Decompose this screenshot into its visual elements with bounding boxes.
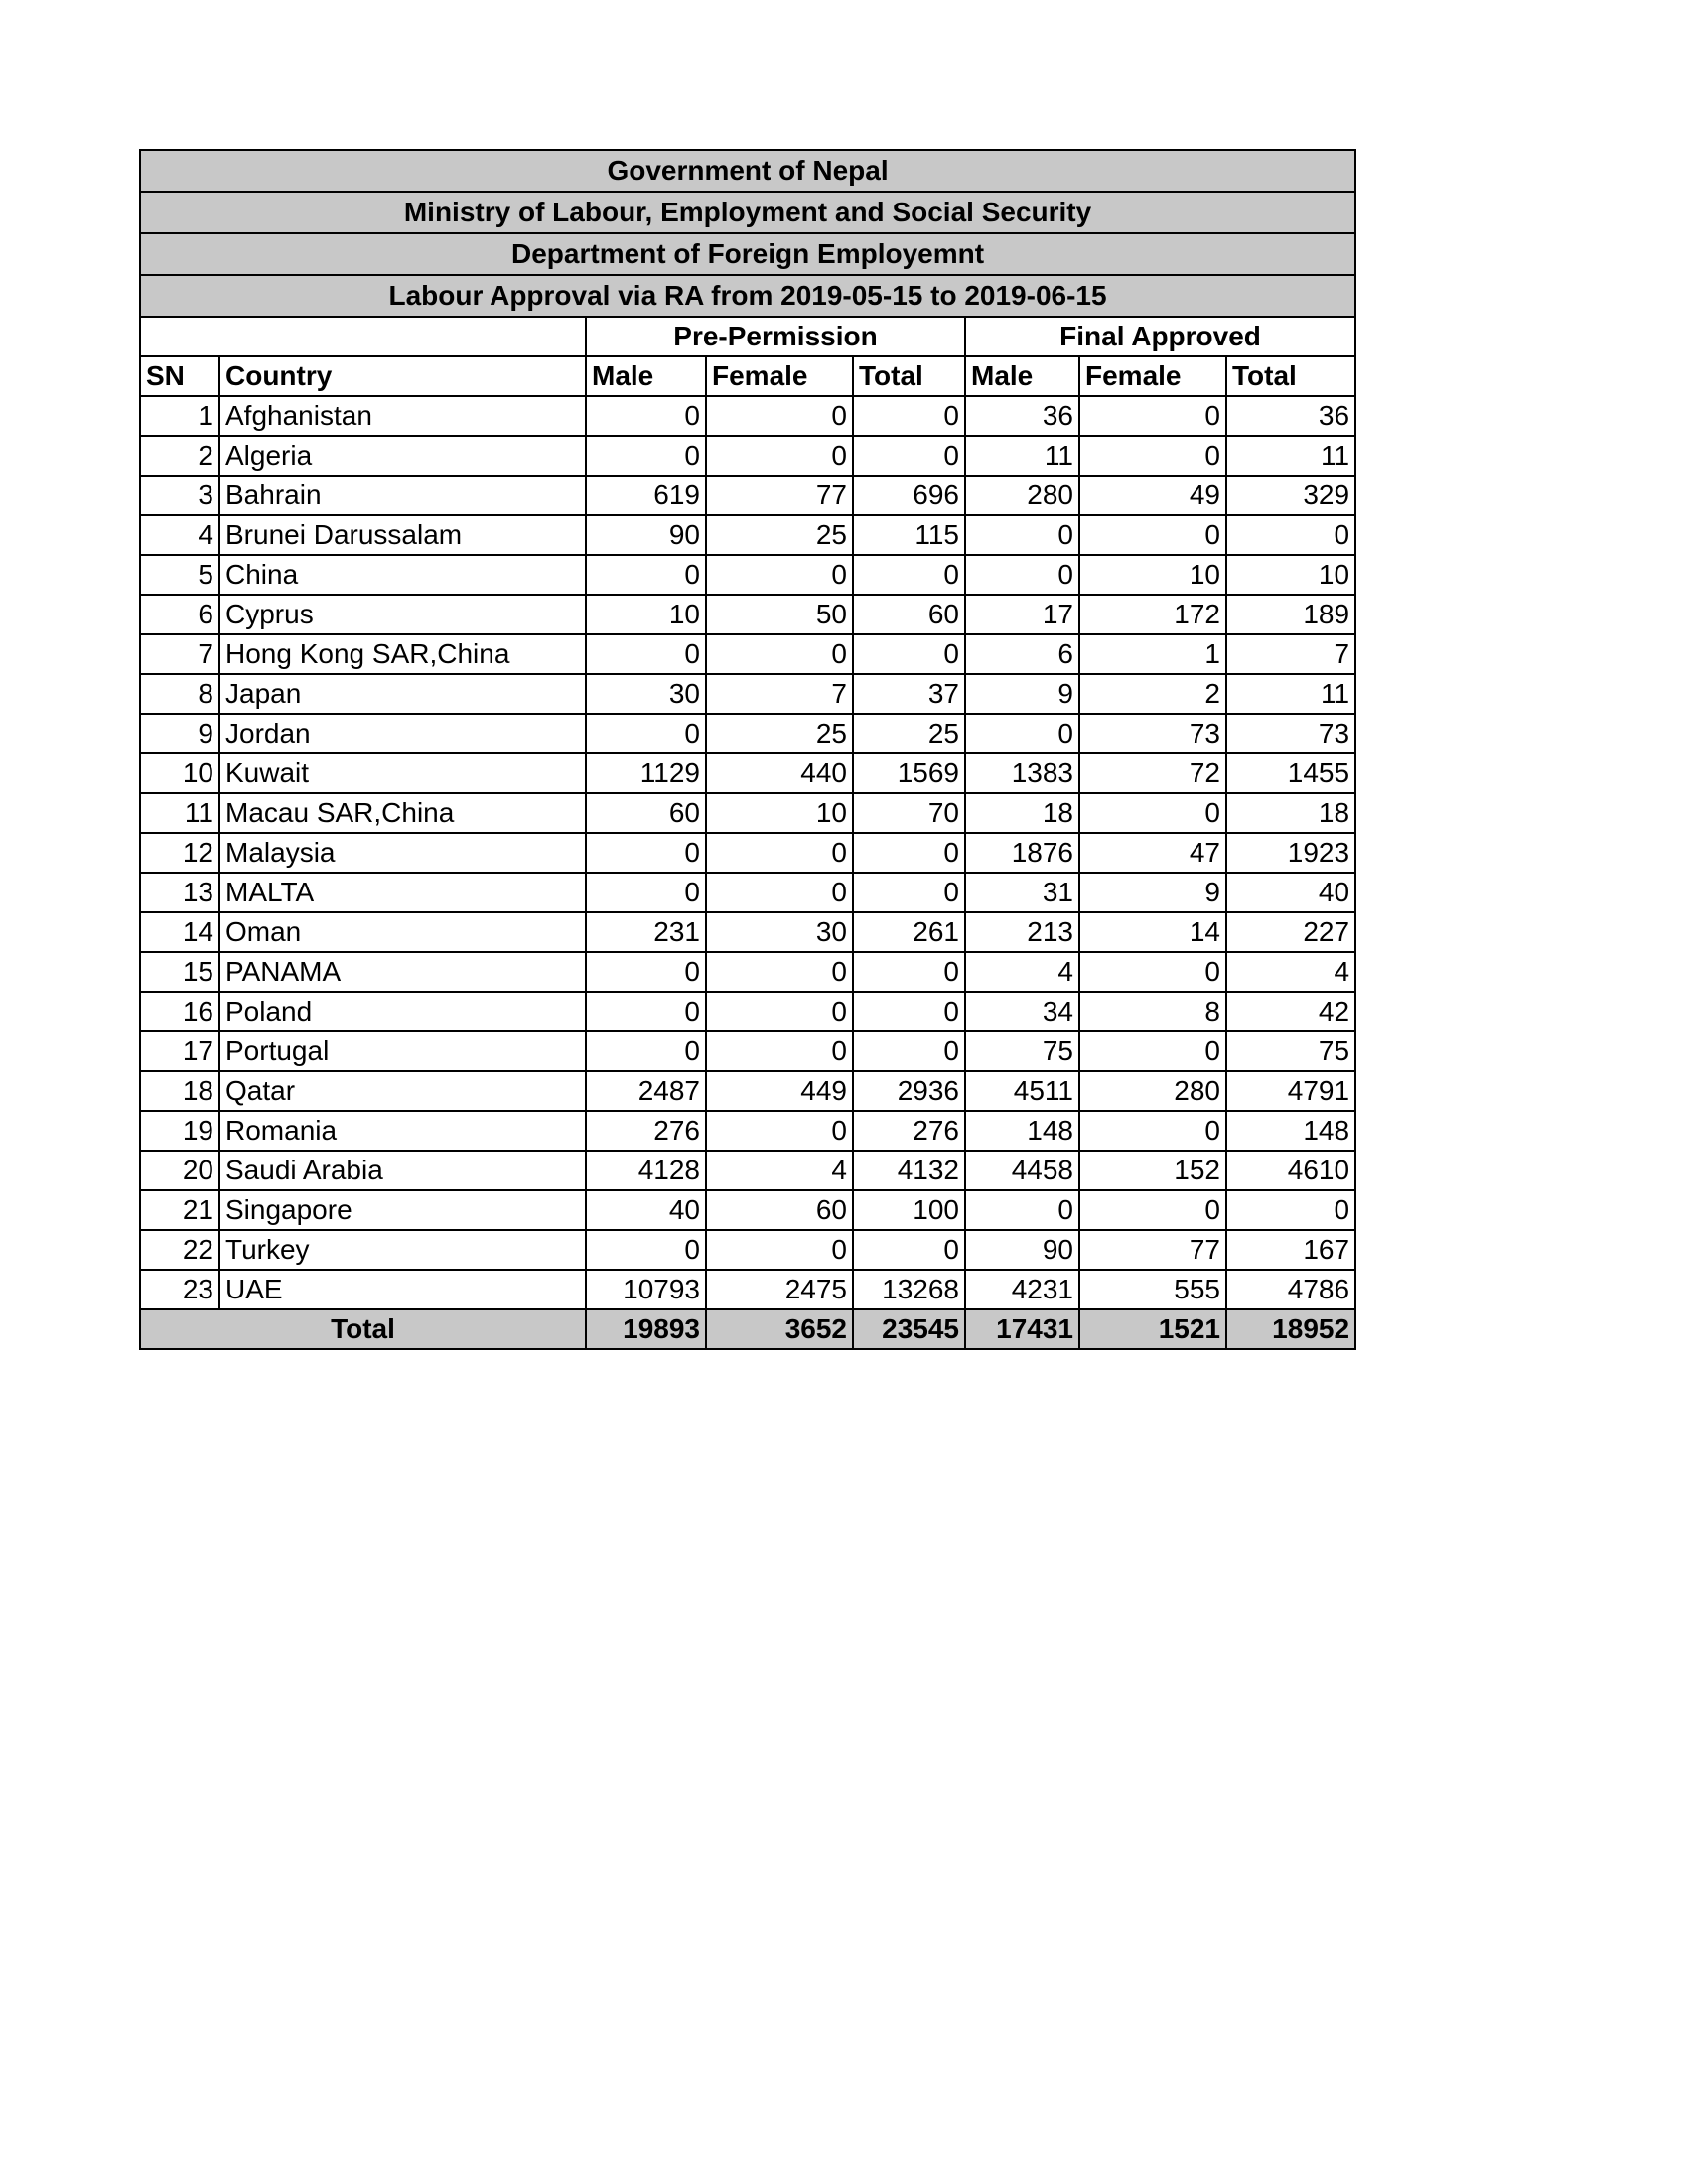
cell-pp-female: 0 <box>706 873 853 912</box>
cell-fa-total: 18 <box>1226 793 1355 833</box>
cell-country: Qatar <box>219 1071 586 1111</box>
cell-pp-female: 4 <box>706 1151 853 1190</box>
cell-fa-total: 73 <box>1226 714 1355 753</box>
cell-country: Romania <box>219 1111 586 1151</box>
title-row <box>140 192 1355 233</box>
cell-fa-total: 148 <box>1226 1111 1355 1151</box>
cell-pp-female: 0 <box>706 396 853 436</box>
cell-pp-total: 276 <box>853 1111 965 1151</box>
table-row <box>140 1111 1355 1151</box>
cell-fa-total: 42 <box>1226 992 1355 1031</box>
table-row <box>140 952 1355 992</box>
cell-fa-total: 1923 <box>1226 833 1355 873</box>
table-row <box>140 1151 1355 1190</box>
table-row <box>140 912 1355 952</box>
table-row <box>140 396 1355 436</box>
cell-pp-male: 40 <box>586 1190 706 1230</box>
column-header-fa-female: Female <box>1079 356 1226 396</box>
cell-pp-female: 25 <box>706 515 853 555</box>
cell-fa-female: 0 <box>1079 436 1226 476</box>
cell-fa-female: 1 <box>1079 634 1226 674</box>
cell-pp-total: 115 <box>853 515 965 555</box>
cell-fa-total: 1455 <box>1226 753 1355 793</box>
cell-pp-female: 0 <box>706 555 853 595</box>
cell-pp-female: 0 <box>706 992 853 1031</box>
cell-fa-total: 4786 <box>1226 1270 1355 1309</box>
cell-fa-male: 1383 <box>965 753 1079 793</box>
total-pp-total: 23545 <box>853 1309 965 1349</box>
group-header-final-approved: Final Approved <box>965 317 1355 356</box>
title-row <box>140 275 1355 317</box>
cell-sn: 22 <box>140 1230 219 1270</box>
table-row <box>140 1071 1355 1111</box>
cell-country: Malaysia <box>219 833 586 873</box>
cell-sn: 9 <box>140 714 219 753</box>
cell-fa-total: 10 <box>1226 555 1355 595</box>
cell-fa-male: 213 <box>965 912 1079 952</box>
cell-fa-total: 75 <box>1226 1031 1355 1071</box>
cell-pp-total: 0 <box>853 992 965 1031</box>
table-row <box>140 595 1355 634</box>
cell-pp-total: 25 <box>853 714 965 753</box>
cell-fa-female: 47 <box>1079 833 1226 873</box>
table-row <box>140 1031 1355 1071</box>
cell-fa-total: 40 <box>1226 873 1355 912</box>
cell-pp-total: 261 <box>853 912 965 952</box>
table-row <box>140 753 1355 793</box>
cell-country: Macau SAR,China <box>219 793 586 833</box>
cell-pp-total: 0 <box>853 436 965 476</box>
cell-fa-male: 4231 <box>965 1270 1079 1309</box>
cell-pp-male: 4128 <box>586 1151 706 1190</box>
cell-fa-female: 72 <box>1079 753 1226 793</box>
cell-fa-total: 11 <box>1226 436 1355 476</box>
cell-pp-male: 0 <box>586 1031 706 1071</box>
column-header-fa-male: Male <box>965 356 1079 396</box>
cell-pp-male: 276 <box>586 1111 706 1151</box>
column-header-pp-female: Female <box>706 356 853 396</box>
cell-pp-total: 0 <box>853 873 965 912</box>
cell-pp-total: 0 <box>853 555 965 595</box>
cell-fa-male: 6 <box>965 634 1079 674</box>
title-ministry: Ministry of Labour, Employment and Social Security <box>140 192 1355 233</box>
table-row <box>140 436 1355 476</box>
cell-country: Algeria <box>219 436 586 476</box>
table-row <box>140 714 1355 753</box>
cell-country: PANAMA <box>219 952 586 992</box>
cell-sn: 17 <box>140 1031 219 1071</box>
cell-sn: 12 <box>140 833 219 873</box>
title-row <box>140 233 1355 275</box>
cell-country: Cyprus <box>219 595 586 634</box>
cell-pp-female: 0 <box>706 1111 853 1151</box>
cell-sn: 5 <box>140 555 219 595</box>
cell-pp-female: 0 <box>706 436 853 476</box>
cell-pp-male: 0 <box>586 992 706 1031</box>
cell-fa-total: 4 <box>1226 952 1355 992</box>
cell-pp-female: 0 <box>706 833 853 873</box>
cell-fa-male: 17 <box>965 595 1079 634</box>
cell-fa-male: 0 <box>965 515 1079 555</box>
cell-pp-male: 0 <box>586 396 706 436</box>
labour-approval-table <box>139 149 1356 1350</box>
cell-pp-total: 70 <box>853 793 965 833</box>
cell-pp-total: 2936 <box>853 1071 965 1111</box>
cell-sn: 20 <box>140 1151 219 1190</box>
cell-sn: 21 <box>140 1190 219 1230</box>
column-header-fa-total: Total <box>1226 356 1355 396</box>
cell-pp-total: 100 <box>853 1190 965 1230</box>
table-row <box>140 674 1355 714</box>
group-header-row <box>140 317 1355 356</box>
total-row <box>140 1309 1355 1349</box>
cell-pp-male: 0 <box>586 873 706 912</box>
title-row <box>140 150 1355 192</box>
cell-pp-male: 0 <box>586 436 706 476</box>
table-row <box>140 634 1355 674</box>
cell-fa-female: 0 <box>1079 1190 1226 1230</box>
cell-fa-female: 152 <box>1079 1151 1226 1190</box>
cell-pp-male: 30 <box>586 674 706 714</box>
cell-pp-female: 7 <box>706 674 853 714</box>
cell-pp-female: 50 <box>706 595 853 634</box>
cell-pp-total: 0 <box>853 1230 965 1270</box>
cell-fa-male: 90 <box>965 1230 1079 1270</box>
total-label: Total <box>140 1309 586 1349</box>
title-department: Department of Foreign Employemnt <box>140 233 1355 275</box>
cell-pp-female: 0 <box>706 952 853 992</box>
cell-country: Kuwait <box>219 753 586 793</box>
cell-pp-total: 696 <box>853 476 965 515</box>
cell-fa-total: 4791 <box>1226 1071 1355 1111</box>
cell-pp-male: 10793 <box>586 1270 706 1309</box>
total-fa-total: 18952 <box>1226 1309 1355 1349</box>
cell-fa-female: 280 <box>1079 1071 1226 1111</box>
cell-fa-female: 10 <box>1079 555 1226 595</box>
cell-sn: 15 <box>140 952 219 992</box>
cell-fa-female: 0 <box>1079 1111 1226 1151</box>
table-row <box>140 833 1355 873</box>
total-pp-female: 3652 <box>706 1309 853 1349</box>
cell-country: MALTA <box>219 873 586 912</box>
cell-pp-female: 2475 <box>706 1270 853 1309</box>
column-header-pp-male: Male <box>586 356 706 396</box>
cell-fa-female: 2 <box>1079 674 1226 714</box>
table-row <box>140 873 1355 912</box>
cell-fa-male: 1876 <box>965 833 1079 873</box>
table-row <box>140 1270 1355 1309</box>
total-fa-male: 17431 <box>965 1309 1079 1349</box>
cell-fa-male: 0 <box>965 555 1079 595</box>
cell-country: Japan <box>219 674 586 714</box>
cell-sn: 14 <box>140 912 219 952</box>
cell-country: China <box>219 555 586 595</box>
table-row <box>140 555 1355 595</box>
cell-pp-male: 1129 <box>586 753 706 793</box>
cell-fa-female: 49 <box>1079 476 1226 515</box>
cell-sn: 1 <box>140 396 219 436</box>
cell-fa-male: 4511 <box>965 1071 1079 1111</box>
cell-fa-total: 189 <box>1226 595 1355 634</box>
cell-pp-total: 13268 <box>853 1270 965 1309</box>
cell-country: Brunei Darussalam <box>219 515 586 555</box>
cell-pp-female: 449 <box>706 1071 853 1111</box>
cell-pp-male: 60 <box>586 793 706 833</box>
cell-pp-male: 0 <box>586 634 706 674</box>
cell-fa-total: 11 <box>1226 674 1355 714</box>
cell-pp-female: 60 <box>706 1190 853 1230</box>
cell-sn: 8 <box>140 674 219 714</box>
cell-country: Hong Kong SAR,China <box>219 634 586 674</box>
cell-fa-male: 18 <box>965 793 1079 833</box>
cell-fa-total: 0 <box>1226 1190 1355 1230</box>
cell-pp-female: 0 <box>706 634 853 674</box>
cell-sn: 4 <box>140 515 219 555</box>
cell-fa-total: 0 <box>1226 515 1355 555</box>
cell-fa-female: 172 <box>1079 595 1226 634</box>
cell-fa-female: 77 <box>1079 1230 1226 1270</box>
cell-pp-female: 0 <box>706 1031 853 1071</box>
cell-pp-total: 0 <box>853 634 965 674</box>
cell-country: Portugal <box>219 1031 586 1071</box>
cell-pp-female: 0 <box>706 1230 853 1270</box>
cell-fa-female: 9 <box>1079 873 1226 912</box>
cell-pp-total: 0 <box>853 833 965 873</box>
cell-fa-total: 329 <box>1226 476 1355 515</box>
table-row <box>140 992 1355 1031</box>
cell-pp-female: 440 <box>706 753 853 793</box>
cell-pp-male: 0 <box>586 1230 706 1270</box>
cell-fa-male: 9 <box>965 674 1079 714</box>
cell-country: Jordan <box>219 714 586 753</box>
cell-fa-female: 14 <box>1079 912 1226 952</box>
cell-fa-female: 8 <box>1079 992 1226 1031</box>
cell-pp-male: 0 <box>586 555 706 595</box>
cell-fa-female: 555 <box>1079 1270 1226 1309</box>
table-row <box>140 1190 1355 1230</box>
cell-fa-male: 11 <box>965 436 1079 476</box>
cell-sn: 3 <box>140 476 219 515</box>
cell-pp-total: 0 <box>853 952 965 992</box>
cell-fa-total: 7 <box>1226 634 1355 674</box>
cell-pp-female: 25 <box>706 714 853 753</box>
cell-fa-female: 0 <box>1079 1031 1226 1071</box>
cell-fa-female: 0 <box>1079 515 1226 555</box>
cell-sn: 23 <box>140 1270 219 1309</box>
cell-country: UAE <box>219 1270 586 1309</box>
column-header-pp-total: Total <box>853 356 965 396</box>
cell-sn: 6 <box>140 595 219 634</box>
cell-sn: 19 <box>140 1111 219 1151</box>
cell-sn: 2 <box>140 436 219 476</box>
cell-fa-male: 34 <box>965 992 1079 1031</box>
table-row <box>140 1230 1355 1270</box>
cell-fa-female: 73 <box>1079 714 1226 753</box>
cell-country: Turkey <box>219 1230 586 1270</box>
table-row <box>140 515 1355 555</box>
cell-pp-total: 4132 <box>853 1151 965 1190</box>
cell-pp-female: 10 <box>706 793 853 833</box>
cell-pp-total: 1569 <box>853 753 965 793</box>
cell-pp-total: 37 <box>853 674 965 714</box>
cell-fa-male: 36 <box>965 396 1079 436</box>
cell-pp-male: 0 <box>586 714 706 753</box>
title-report-period: Labour Approval via RA from 2019-05-15 to 2019-06-15 <box>140 275 1355 317</box>
cell-pp-male: 231 <box>586 912 706 952</box>
cell-pp-total: 0 <box>853 1031 965 1071</box>
table-body <box>140 150 1355 1349</box>
cell-sn: 11 <box>140 793 219 833</box>
cell-country: Afghanistan <box>219 396 586 436</box>
cell-pp-female: 77 <box>706 476 853 515</box>
cell-fa-male: 31 <box>965 873 1079 912</box>
cell-country: Singapore <box>219 1190 586 1230</box>
cell-fa-female: 0 <box>1079 396 1226 436</box>
cell-pp-female: 30 <box>706 912 853 952</box>
cell-fa-male: 280 <box>965 476 1079 515</box>
cell-fa-total: 227 <box>1226 912 1355 952</box>
cell-sn: 7 <box>140 634 219 674</box>
cell-pp-total: 0 <box>853 396 965 436</box>
cell-country: Bahrain <box>219 476 586 515</box>
cell-country: Poland <box>219 992 586 1031</box>
cell-fa-total: 36 <box>1226 396 1355 436</box>
cell-sn: 16 <box>140 992 219 1031</box>
cell-pp-male: 619 <box>586 476 706 515</box>
total-pp-male: 19893 <box>586 1309 706 1349</box>
table-row <box>140 793 1355 833</box>
cell-country: Oman <box>219 912 586 952</box>
cell-fa-total: 167 <box>1226 1230 1355 1270</box>
cell-fa-male: 4 <box>965 952 1079 992</box>
cell-fa-male: 0 <box>965 1190 1079 1230</box>
title-government: Government of Nepal <box>140 150 1355 192</box>
cell-pp-total: 60 <box>853 595 965 634</box>
cell-fa-total: 4610 <box>1226 1151 1355 1190</box>
column-header-row <box>140 356 1355 396</box>
cell-fa-female: 0 <box>1079 793 1226 833</box>
cell-sn: 13 <box>140 873 219 912</box>
cell-fa-female: 0 <box>1079 952 1226 992</box>
cell-fa-male: 4458 <box>965 1151 1079 1190</box>
group-header-pre-permission: Pre-Permission <box>586 317 965 356</box>
group-header-blank <box>140 317 586 356</box>
cell-pp-male: 10 <box>586 595 706 634</box>
cell-fa-male: 75 <box>965 1031 1079 1071</box>
total-fa-female: 1521 <box>1079 1309 1226 1349</box>
column-header-country: Country <box>219 356 586 396</box>
cell-fa-male: 148 <box>965 1111 1079 1151</box>
cell-sn: 18 <box>140 1071 219 1111</box>
cell-pp-male: 0 <box>586 952 706 992</box>
cell-pp-male: 90 <box>586 515 706 555</box>
cell-country: Saudi Arabia <box>219 1151 586 1190</box>
column-header-sn: SN <box>140 356 219 396</box>
cell-pp-male: 0 <box>586 833 706 873</box>
cell-fa-male: 0 <box>965 714 1079 753</box>
table-row <box>140 476 1355 515</box>
cell-sn: 10 <box>140 753 219 793</box>
cell-pp-male: 2487 <box>586 1071 706 1111</box>
